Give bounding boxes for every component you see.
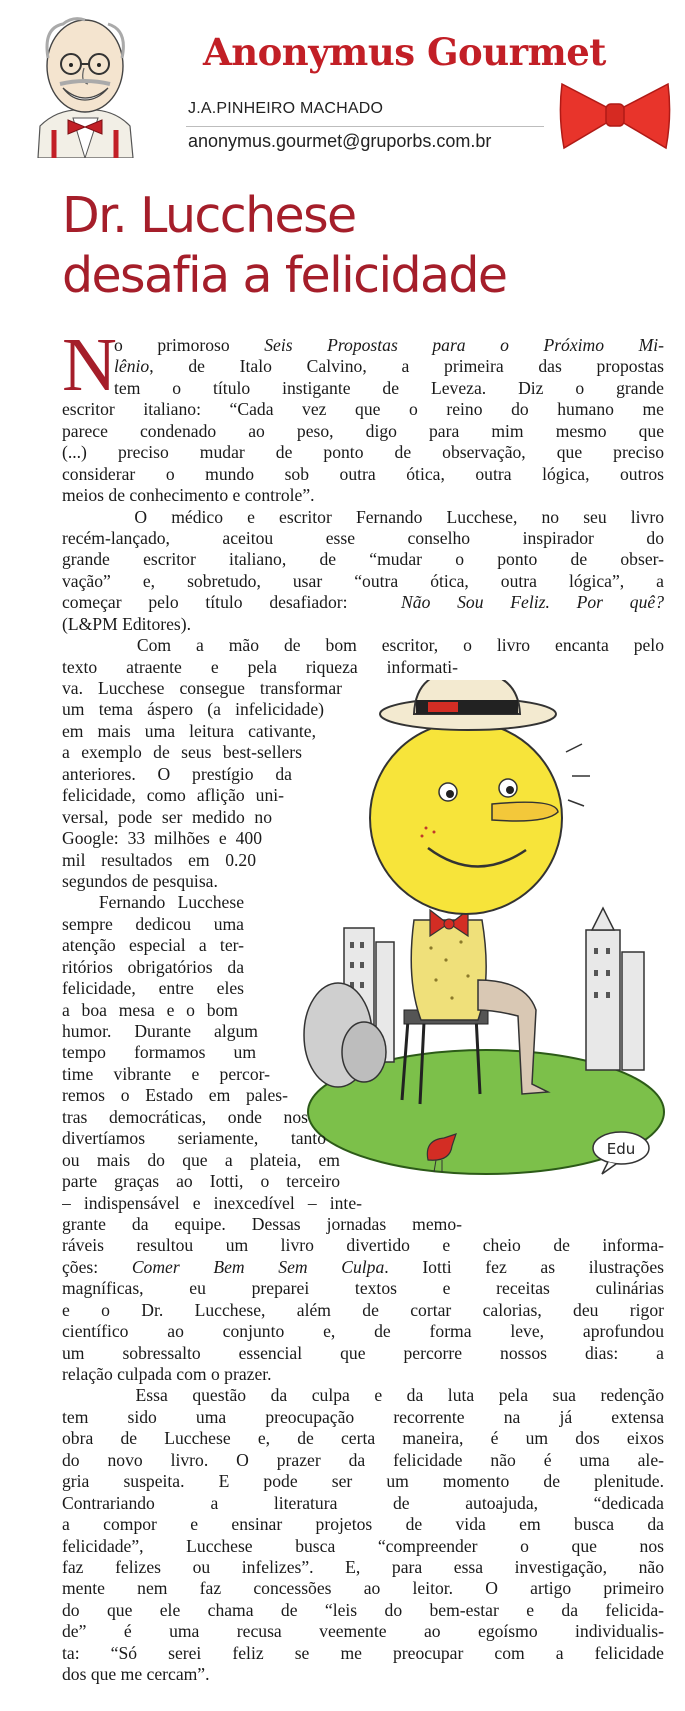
article-line: de” é uma recusa veemente ao egoísmo individualis- [62, 1621, 664, 1642]
article-line: Fernando Lucchese [62, 892, 244, 913]
article-line: grante da equipe. Dessas jornadas memo- [62, 1213, 462, 1234]
article-line: ráveis resultou um livro divertido e cheio de informa- [62, 1235, 664, 1256]
article-line: mil resultados em 0.20 [62, 849, 256, 870]
author-name: J.A.PINHEIRO MACHADO [188, 100, 384, 117]
article-line: grande escritor italiano, de “mudar o ponto de obser- [62, 549, 664, 570]
illustrator-signature: Edu [606, 1140, 636, 1158]
article-line: a exemplo de seus best-sellers [62, 742, 302, 763]
article-line: – indispensável e inexcedível – inte- [62, 1192, 362, 1213]
article-line: magníficas, eu preparei textos e receitas culinárias [62, 1278, 664, 1299]
article-line: humor. Durante algum [62, 1021, 258, 1041]
article-line: ou mais do que a plateia, em [62, 1149, 340, 1170]
article-line: (...) preciso mudar de ponto de observação, que preciso [62, 442, 664, 463]
article-line: científico ao conjunto e, de forma leve, aprofundou [62, 1321, 664, 1342]
author-email[interactable]: anonymus.gourmet@gruporbs.com.br [188, 131, 492, 151]
article-line: tras democráticas, onde nos [62, 1106, 308, 1127]
article-line: começar pelo título desafiador: Não Sou Feliz. Por quê? [62, 592, 664, 613]
article-line: do novo livro. O prazer da felicidade não é uma ale- [62, 1449, 664, 1470]
article-line: sempre dedicou uma [62, 913, 244, 934]
article-line: O médico e escritor Fernando Lucchese, no seu livro [62, 506, 664, 527]
article-line: lênio, de Italo Calvino, a primeira das propostas [114, 356, 664, 377]
article-line: remos o Estado em pales- [62, 1085, 288, 1106]
article-line: ções: Comer Bem Sem Culpa. Iotti fez as ilustrações [62, 1256, 664, 1277]
article-headline [62, 186, 662, 306]
article-line: parte graças ao Iotti, o terceiro [62, 1171, 340, 1192]
article-line: felicidade, entre eles [62, 978, 244, 999]
drop-cap: N [62, 323, 117, 407]
article-line: ta: “Só serei feliz se me preocupar com a felicidade [62, 1642, 664, 1663]
article-body [62, 335, 664, 1686]
article-line: considerar o mundo sob outra ótica, outra lógica, outros [62, 463, 664, 484]
article-line: felicidade, como aflição uni- [62, 785, 284, 806]
article-line: Essa questão da culpa e da luta pela sua redenção [62, 1385, 664, 1406]
article-line: dos que me cercam”. [62, 1664, 210, 1685]
article-line: va. Lucchese consegue transformar [62, 678, 342, 698]
article-line: um sobressalto essencial que percorre nossos dias: a [62, 1342, 664, 1363]
article-line: recém-lançado, aceitou esse conselho inspirador do [62, 527, 664, 548]
article-line: em mais uma leitura cativante, [62, 720, 316, 741]
article-line: mente nem faz concessões ao leitor. O artigo primeiro [62, 1578, 664, 1599]
article-line: Contrariando a literatura de autoajuda, “dedicada [62, 1492, 664, 1513]
article-line: gria suspeita. E pode ser um momento de plenitude. [62, 1471, 664, 1492]
article-line: tem o título instigante de Leveza. Diz o grande [114, 377, 664, 398]
article-line: ritórios obrigatórios da [62, 956, 244, 977]
article-line: um tema áspero (a infelicidade) [62, 699, 324, 720]
article-line: texto atraente e pela riqueza informati- [62, 656, 458, 677]
bowtie-icon [556, 78, 674, 152]
article-line: parece condenado ao peso, digo para mim mesmo que [62, 420, 664, 441]
article-line: faz felizes ou infelizes”. E, para essa investigação, não [62, 1556, 664, 1577]
article-line: tempo formamos um [62, 1042, 256, 1063]
columnist-caricature [18, 8, 153, 158]
article-line: obra de Lucchese e, de certa maneira, é um dos eixos [62, 1428, 664, 1449]
article-line: Com a mão de bom escritor, o livro encanta pelo [62, 635, 664, 656]
article-line: relação culpada com o prazer. [62, 1364, 272, 1384]
article-line: atenção especial a ter- [62, 935, 244, 956]
article-line: divertíamos seriamente, tanto [62, 1128, 326, 1149]
article-line: versal, pode ser medido no [62, 806, 272, 827]
headline-line-2: desafia a felicidade [62, 247, 507, 304]
article-line: felicidade”, Lucchese busca “compreender o que nos [62, 1535, 664, 1556]
article-line: tem sido uma preocupação recorrente na já extensa [62, 1406, 664, 1427]
article-line: time vibrante e percor- [62, 1063, 270, 1084]
article-line: (L&PM Editores). [62, 613, 192, 634]
article-line: Google: 33 milhões e 400 [62, 828, 262, 849]
headline-line-1: Dr. Lucchese [62, 187, 356, 244]
article-line: a compor e ensinar projetos de vida em busca da [62, 1514, 664, 1535]
article-line: segundos de pesquisa. [62, 870, 218, 891]
article-line: anteriores. O prestígio da [62, 763, 292, 784]
article-line: escritor italiano: “Cada vez que o reino do humano me [62, 399, 664, 420]
header-divider [186, 126, 544, 127]
column-title: Anonymus Gourmet [203, 30, 606, 74]
article-line: a boa mesa e o bom [62, 999, 238, 1020]
article-line: e o Dr. Lucchese, além de cortar calorias, deu rigor [62, 1299, 664, 1320]
article-line: o primoroso Seis Propostas para o Próximo Mi- [114, 335, 664, 355]
article-line: vação” e, sobretudo, usar “outra ótica, outra lógica”, a [62, 570, 664, 591]
article-line: do que ele chama de “leis do bem-estar e da felicida- [62, 1599, 664, 1620]
article-line: meios de conhecimento e controle”. [62, 485, 315, 506]
